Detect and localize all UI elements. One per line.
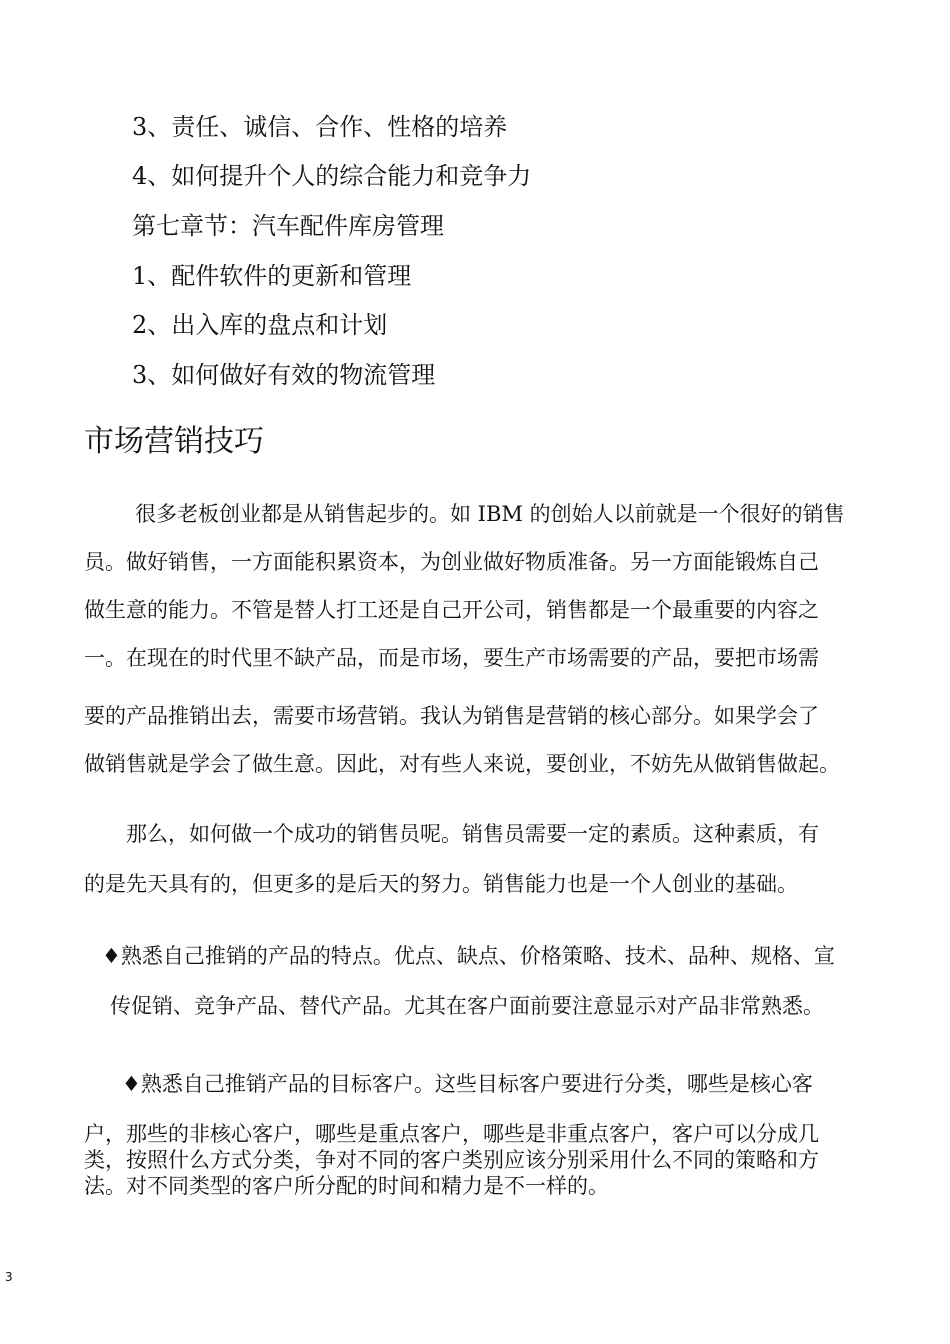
paragraph-line: 员。做好销售，一方面能积累资本，为创业做好物质准备。另一方面能锻炼自己 xyxy=(84,550,819,574)
bullet-line: ♦熟悉自己推销的产品的特点。优点、缺点、价格策略、技术、品种、规格、宣 xyxy=(102,944,835,968)
paragraph-line: 那么，如何做一个成功的销售员呢。销售员需要一定的素质。这种素质，有 xyxy=(126,822,819,846)
section-title: 市场营销技巧 xyxy=(84,424,264,459)
outline-item: 4、如何提升个人的综合能力和竞争力 xyxy=(132,162,532,190)
paragraph-line: 很多老板创业都是从销售起步的。如 IBM 的创始人以前就是一个很好的销售 xyxy=(135,502,845,526)
paragraph-line: 做销售就是学会了做生意。因此，对有些人来说，要创业，不妨先从做销售做起。 xyxy=(84,752,840,776)
chapter-heading: 第七章节：汽车配件库房管理 xyxy=(132,212,444,240)
bullet-line: 类，按照什么方式分类，争对不同的客户类别应该分别采用什么不同的策略和方 xyxy=(84,1148,819,1172)
bullet-line: 传促销、竞争产品、替代产品。尤其在客户面前要注意显示对产品非常熟悉。 xyxy=(110,994,824,1018)
outline-item: 3、如何做好有效的物流管理 xyxy=(132,361,436,389)
paragraph-line: 做生意的能力。不管是替人打工还是自己开公司，销售都是一个最重要的内容之 xyxy=(84,598,819,622)
outline-item: 1、配件软件的更新和管理 xyxy=(132,262,412,290)
paragraph-line: 要的产品推销出去，需要市场营销。我认为销售是营销的核心部分。如果学会了 xyxy=(84,704,819,728)
bullet-line: ♦熟悉自己推销产品的目标客户。这些目标客户要进行分类，哪些是核心客 xyxy=(122,1072,813,1096)
page-number: 3 xyxy=(5,1270,13,1284)
bullet-line: 户，那些的非核心客户，哪些是重点客户，哪些是非重点客户，客户可以分成几 xyxy=(84,1122,819,1146)
bullet-line: 法。对不同类型的客户所分配的时间和精力是不一样的。 xyxy=(84,1174,609,1198)
outline-item: 2、出入库的盘点和计划 xyxy=(132,311,388,339)
paragraph-line: 的是先天具有的，但更多的是后天的努力。销售能力也是一个人创业的基础。 xyxy=(84,872,798,896)
outline-item: 3、责任、诚信、合作、性格的培养 xyxy=(132,113,508,141)
paragraph-line: 一。在现在的时代里不缺产品，而是市场，要生产市场需要的产品，要把市场需 xyxy=(84,646,819,670)
